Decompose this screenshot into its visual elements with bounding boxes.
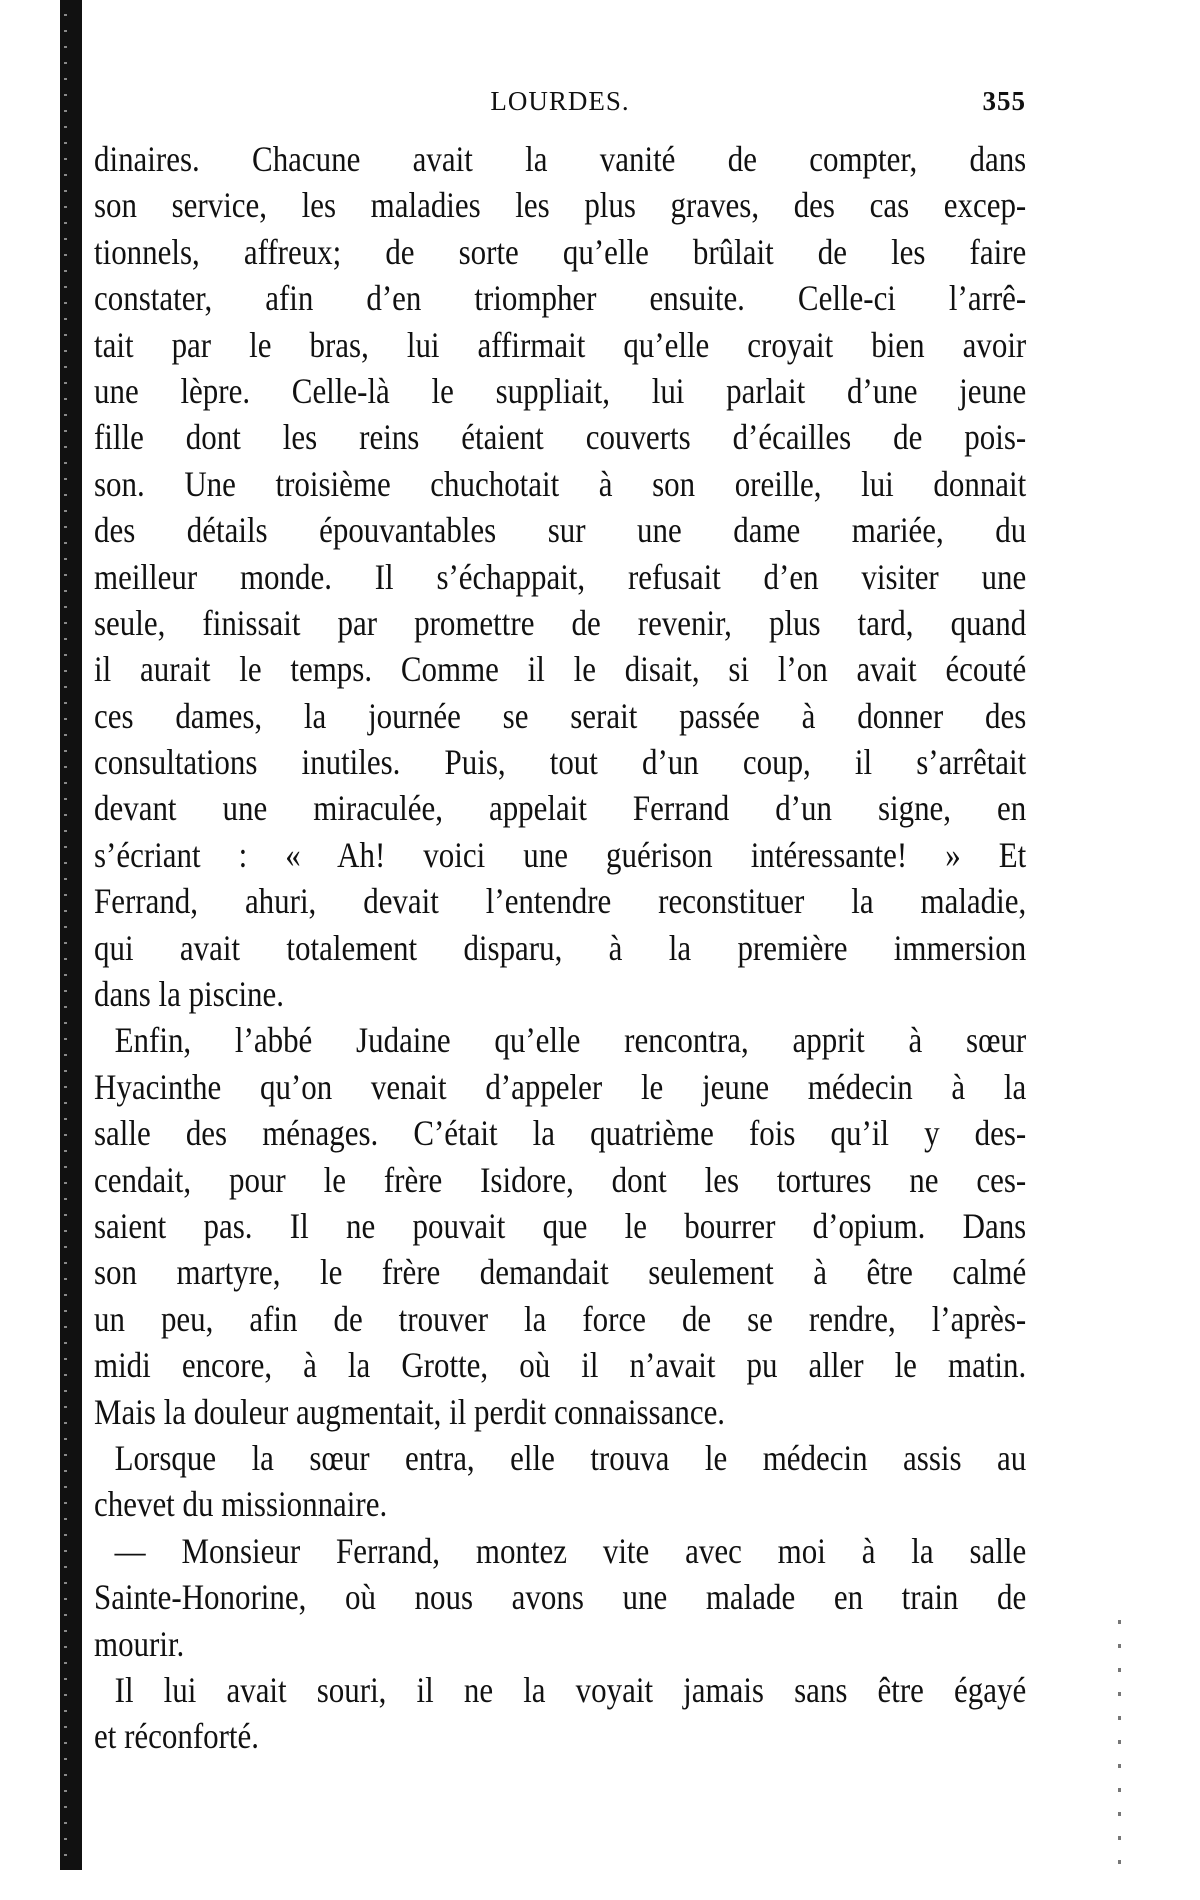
text-line: — Monsieur Ferrand, montez vite avec moi à la salle <box>114 1530 1027 1571</box>
text-line: ces dames, la journée se serait passée à donner des <box>94 695 1027 736</box>
text-line: tionnels, affreux; de sorte qu’elle brûlait de les faire <box>94 231 1027 272</box>
text-line: Mais la douleur augmentait, il perdit connaissance. <box>94 1391 726 1432</box>
text-line: consultations inutiles. Puis, tout d’un coup, il s’arrêtait <box>94 742 1027 783</box>
text-line: Enfin, l’abbé Judaine qu’elle rencontra, apprit à sœur <box>114 1020 1027 1061</box>
page-edge-marks <box>1118 1620 1121 1870</box>
text-line: des détails épouvantables sur une dame mariée, du <box>94 510 1027 551</box>
text-line: constater, afin d’en triompher ensuite. Celle-ci l’arrê- <box>94 278 1027 319</box>
text-line: devant une miraculée, appelait Ferrand d’un signe, en <box>94 788 1027 829</box>
book-binding-edge <box>60 0 82 1870</box>
text-line: salle des ménages. C’était la quatrième fois qu’il y des- <box>94 1113 1027 1154</box>
text-line: s’écriant : « Ah! voici une guérison intéressante! » Et <box>94 834 1027 875</box>
text-line: Il lui avait souri, il ne la voyait jamais sans être égayé <box>114 1669 1027 1710</box>
text-line: Lorsque la sœur entra, elle trouva le médecin assis au <box>114 1437 1027 1478</box>
text-line: meilleur monde. Il s’échappait, refusait d’en visiter une <box>94 556 1027 597</box>
text-line: mourir. <box>94 1623 185 1664</box>
text-line: dans la piscine. <box>94 974 285 1015</box>
text-line: un peu, afin de trouver la force de se rendre, l’après- <box>94 1298 1027 1339</box>
text-line: seule, finissait par promettre de revenir, plus tard, quand <box>94 602 1027 643</box>
running-header <box>94 86 1026 126</box>
page-body-text <box>94 136 1026 1760</box>
text-line: chevet du missionnaire. <box>94 1484 388 1525</box>
text-line: Sainte-Honorine, où nous avons une malade en train de <box>94 1577 1027 1618</box>
text-line: tait par le bras, lui affirmait qu’elle croyait bien avoir <box>94 324 1027 365</box>
text-line: midi encore, à la Grotte, où il n’avait pu aller le matin. <box>94 1345 1027 1386</box>
text-line: son service, les maladies les plus graves, des cas excep- <box>94 185 1027 226</box>
text-line: Hyacinthe qu’on venait d’appeler le jeune médecin à la <box>94 1066 1027 1107</box>
text-line: il aurait le temps. Comme il le disait, si l’on avait écouté <box>94 649 1027 690</box>
text-line: une lèpre. Celle-là le suppliait, lui parlait d’une jeune <box>94 370 1027 411</box>
text-line: et réconforté. <box>94 1716 260 1757</box>
running-title: LOURDES. <box>490 86 630 116</box>
text-line: Ferrand, ahuri, devait l’entendre reconstituer la maladie, <box>94 881 1027 922</box>
text-line: fille dont les reins étaient couverts d’écailles de pois- <box>94 417 1027 458</box>
text-line: saient pas. Il ne pouvait que le bourrer d’opium. Dans <box>94 1205 1027 1246</box>
text-line: dinaires. Chacune avait la vanité de compter, dans <box>94 139 1027 179</box>
text-line: qui avait totalement disparu, à la première immersion <box>94 927 1027 968</box>
text-line: son martyre, le frère demandait seulement à être calmé <box>94 1252 1027 1293</box>
text-line: son. Une troisième chuchotait à son oreille, lui donnait <box>94 463 1027 504</box>
page-number: 355 <box>982 86 1026 116</box>
text-line: cendait, pour le frère Isidore, dont les tortures ne ces- <box>94 1159 1027 1200</box>
